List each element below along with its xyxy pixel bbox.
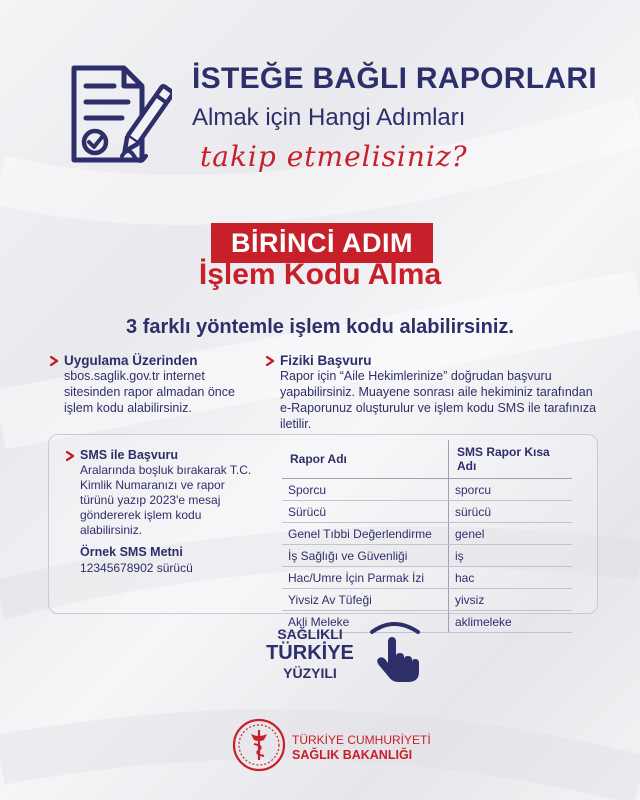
chevron-right-icon <box>66 451 75 461</box>
sms-example-text: 12345678902 sürücü <box>80 561 193 575</box>
table-row <box>282 567 572 589</box>
report-name-cell: Genel Tıbbi Değerlendirme <box>282 523 449 545</box>
slogan-line-1: SAĞLIKLI <box>277 626 343 642</box>
slogan-line-2: TÜRKİYE <box>266 642 354 664</box>
report-name-cell: İş Sağlığı ve Güvenliği <box>282 545 449 567</box>
column-header: Rapor Adı <box>282 440 449 479</box>
report-name-cell: Akli Meleke <box>282 611 449 633</box>
chevron-right-icon <box>266 356 275 366</box>
report-name-cell: Sporcu <box>282 479 449 501</box>
report-code-cell: genel <box>449 523 573 545</box>
table-row <box>282 501 572 523</box>
method-app-title: Uygulama Üzerinden <box>64 353 198 368</box>
ministry-line-2: SAĞLIK BAKANLIĞI <box>292 748 413 762</box>
report-code-cell: sürücü <box>449 501 573 523</box>
pointing-hand-icon <box>368 620 424 686</box>
slogan-logo <box>250 626 370 681</box>
headline-line-1: İSTEĞE BAĞLI RAPORLARI <box>192 62 597 95</box>
intro-text: 3 farklı yöntemle işlem kodu alabilirsiniz. <box>126 316 514 338</box>
ministry-line-1: TÜRKİYE CUMHURİYETİ <box>292 733 431 747</box>
ministry-emblem-icon <box>232 718 286 772</box>
method-sms-title: SMS ile Başvuru <box>80 448 178 462</box>
report-code-cell: yivsiz <box>449 589 573 611</box>
report-name-cell: Hac/Umre İçin Parmak İzi <box>282 567 449 589</box>
column-header: SMS Rapor Kısa Adı <box>449 440 573 479</box>
report-code-cell: sporcu <box>449 479 573 501</box>
method-physical-title: Fiziki Başvuru <box>280 353 372 368</box>
headline-line-3-script: takip etmelisiniz? <box>200 140 468 173</box>
table-row <box>282 589 572 611</box>
slogan-line-3: YÜZYILI <box>283 665 337 681</box>
headline-line-2: Almak için Hangi Adımları <box>192 104 466 131</box>
report-code-cell: iş <box>449 545 573 567</box>
document-pen-icon <box>62 60 172 170</box>
step-title: İşlem Kodu Alma <box>198 258 442 291</box>
report-code-cell: aklimeleke <box>449 611 573 633</box>
method-physical-text: Rapor için “Aile Hekimlerinize” doğrudan başvuru yapabilirsiniz. Muayene sonrası aile hekiminiz tarafından e-Raporunuz oluşturulur ve işlem kodu SMS ile tarafınıza iletilir. <box>280 369 597 431</box>
table-row <box>282 523 572 545</box>
report-codes-table <box>282 440 572 633</box>
report-name-cell: Sürücü <box>282 501 449 523</box>
step-badge: BİRİNCİ ADIM <box>211 223 433 263</box>
sms-example-title: Örnek SMS Metni <box>80 545 183 559</box>
method-sms-text: Aralarında boşluk bırakarak T.C. Kimlik Numaranızı ve rapor türünü yazıp 2023'e mesaj göndererek işlem kodu alabilirsiniz. <box>80 463 252 537</box>
report-name-cell: Yivsiz Av Tüfeği <box>282 589 449 611</box>
table-row <box>282 479 572 501</box>
report-code-cell: hac <box>449 567 573 589</box>
table-header-row <box>282 440 572 479</box>
method-app-text: sbos.saglik.gov.tr internet sitesinden rapor almadan önce işlem kodu alabilirsiniz. <box>64 369 235 415</box>
table-row <box>282 545 572 567</box>
chevron-right-icon <box>50 356 59 366</box>
